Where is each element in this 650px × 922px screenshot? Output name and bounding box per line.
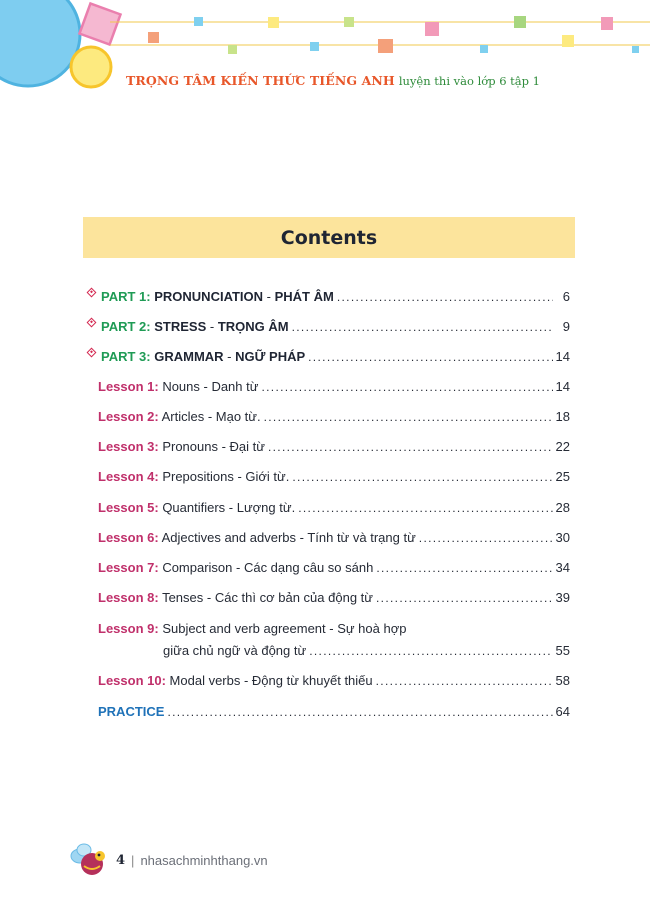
part-name: STRESS [154,319,207,334]
page-number: 55 [555,643,570,658]
header-decoration [0,0,650,110]
lesson-key: Lesson 7: [98,560,159,575]
dot-leader [337,287,553,307]
lesson-key: Lesson 9: [98,621,159,636]
part-vi: PHÁT ÂM [274,289,334,304]
lesson-key: Lesson 4: [98,469,159,484]
contents-title: Contents [280,226,378,249]
lesson-key: Lesson 2: [98,409,159,424]
toc-practice[interactable] [98,702,570,722]
toc-lesson-2[interactable] [98,407,570,427]
lesson-title: Modal verbs - Động từ khuyết thiếu [169,673,373,688]
lesson-title: Nouns - Danh từ [162,379,259,394]
lesson-title: Subject and verb agreement - Sự hoà hợp [162,621,407,636]
toc-lesson-9-line-1[interactable] [98,621,406,641]
lesson-title: Adjectives and adverbs - Tính từ và trạng từ [161,530,416,545]
lesson-key: Lesson 8: [98,590,159,605]
toc-lesson-9-line-2[interactable] [163,641,570,661]
lesson-title: Articles - Mạo từ. [161,409,261,424]
page-number: 64 [555,704,570,719]
dot-leader [167,702,552,722]
dot-leader [376,671,553,691]
lesson-key: Lesson 10: [98,673,166,688]
page-number: 9 [562,319,570,334]
page-number: 25 [555,469,570,484]
page-number: 14 [555,349,570,364]
diamond-bullet-icon [87,288,97,298]
page-number: 34 [555,560,570,575]
part-key: PART 2: [101,319,151,334]
bee-mascot-icon [70,842,112,878]
page-number: 6 [562,289,570,304]
part-key: PART 1: [101,289,151,304]
dot-leader [264,407,553,427]
dot-leader [268,437,553,457]
pink-square-shape [79,3,120,44]
toc-lesson-1[interactable] [98,377,570,397]
toc-part-1[interactable]: PART 1: PRONUNCIATION - PHÁT ÂM . . . 6 [86,287,570,307]
lesson-key: Lesson 5: [98,500,159,515]
toc-lesson-7[interactable] [98,558,570,578]
lesson-title: Tenses - Các thì cơ bản của động từ [162,590,373,605]
dot-leader [292,317,553,337]
toc-lesson-5[interactable] [98,498,570,518]
part-name: PRONUNCIATION [154,289,264,304]
lesson-key: Lesson 3: [98,439,159,454]
page-footer [70,840,268,880]
yellow-circle-shape [71,47,111,87]
lesson-title: Pronouns - Đại từ [162,439,265,454]
lesson-title: Comparison - Các dạng câu so sánh [162,560,374,575]
toc-part-3[interactable]: PART 3: GRAMMAR - NGỮ PHÁP . . . 14 [86,347,570,367]
page-number: 58 [555,673,570,688]
page-number: 22 [555,439,570,454]
diamond-bullet-icon [87,318,97,328]
dot-leader [376,558,552,578]
lesson-title-continued: giữa chủ ngữ và động từ [163,643,307,658]
page-number: 28 [555,500,570,515]
blue-circle-shape [0,0,80,86]
dot-leader [376,588,553,608]
running-header [126,70,540,88]
lesson-key: Lesson 6: [98,530,159,545]
dot-leader [261,377,552,397]
toc-lesson-3[interactable] [98,437,570,457]
dot-leader [419,528,553,548]
dot-leader [292,467,552,487]
toc-part-2[interactable]: PART 2: STRESS - TRỌNG ÂM . . . 9 [86,317,570,337]
contents-banner [83,217,575,258]
toc-lesson-6[interactable] [98,528,570,548]
lesson-title: Prepositions - Giới từ. [162,469,290,484]
footer-website: nhasachminhthang.vn [140,852,268,868]
toc-lesson-8[interactable] [98,588,570,608]
dot-leader [309,641,552,661]
page-number: 30 [555,530,570,545]
part-key: PART 3: [101,349,151,364]
part-vi: NGỮ PHÁP [235,349,306,364]
toc-lesson-4[interactable] [98,467,570,487]
header-title: TRỌNG TÂM KIẾN THỨC TIẾNG ANH [126,73,395,88]
toc-lesson-10[interactable] [98,671,570,691]
part-name: GRAMMAR [154,349,224,364]
lesson-key: Lesson 1: [98,379,159,394]
diamond-bullet-icon [87,348,97,358]
page-number: 14 [555,379,570,394]
lesson-title: Quantifiers - Lượng từ. [162,500,296,515]
practice-key: PRACTICE [98,704,165,719]
header-subtitle: luyện thi vào lớp 6 tập 1 [398,74,540,88]
page-number: 39 [555,590,570,605]
dot-leader [308,347,552,367]
footer-separator: | [131,852,135,868]
page-number: 18 [555,409,570,424]
part-vi: TRỌNG ÂM [217,319,289,334]
footer-page-number: 4 [116,852,126,868]
dot-leader [298,498,552,518]
